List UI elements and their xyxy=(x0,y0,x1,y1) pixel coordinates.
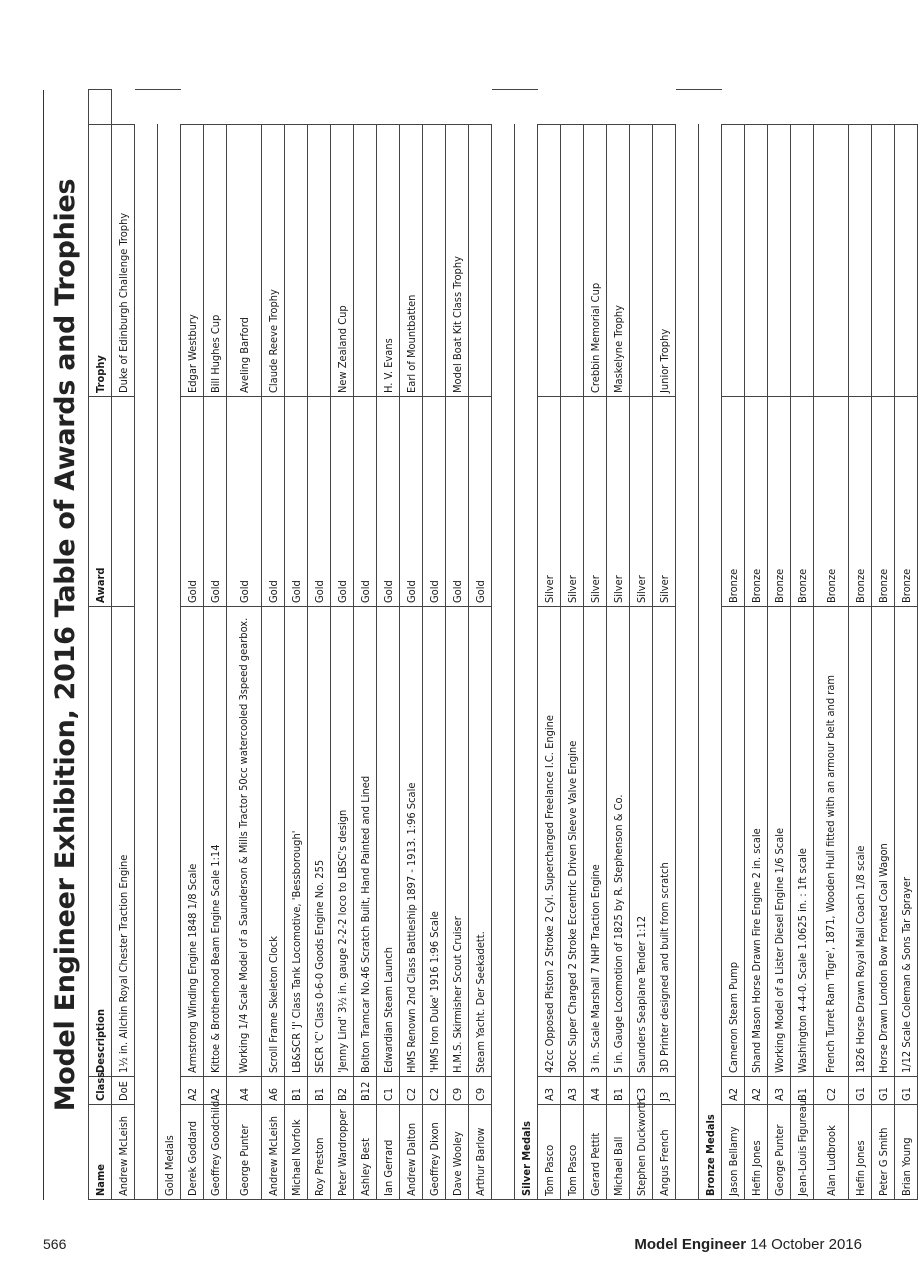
empty-cell xyxy=(607,89,630,124)
class-cell: C1 xyxy=(377,1077,400,1105)
table-row xyxy=(181,89,204,1199)
name-cell: Derek Goddard xyxy=(181,1105,204,1200)
section-row-gold xyxy=(158,89,181,1199)
description-cell: French Turret Ram 'Tigre', 1871, Wooden Hull fitted with an armour belt and ram xyxy=(814,606,849,1076)
trophy-cell: Model Boat Kit Class Trophy xyxy=(446,124,469,396)
description-cell: Armstrong Winding Engine 1848 1/8 Scale xyxy=(181,606,204,1076)
trophy-cell xyxy=(561,124,584,396)
name-cell: Angus French xyxy=(653,1105,676,1200)
class-cell: A2 xyxy=(722,1077,745,1105)
magazine-name: Model Engineer xyxy=(634,1236,747,1253)
trophy-cell xyxy=(285,124,308,396)
empty-cell xyxy=(515,396,538,606)
table-row xyxy=(308,89,331,1199)
table-row xyxy=(423,89,446,1199)
table-row xyxy=(469,89,492,1199)
award-cell xyxy=(112,396,135,606)
empty-cell xyxy=(699,396,722,606)
trophy-cell xyxy=(745,124,768,396)
class-cell: C2 xyxy=(423,1077,446,1105)
description-cell: 'HMS Iron Duke' 1916 1:96 Scale xyxy=(423,606,446,1076)
description-cell: HMS Renown 2nd Class Battleship 1897 - 1913. 1:96 Scale xyxy=(400,606,423,1076)
description-cell: Scroll Frame Skeleton Clock xyxy=(262,606,285,1076)
description-cell: 5 in. Gauge Locomotion of 1825 by R. Stephenson & Co. xyxy=(607,606,630,1076)
empty-cell xyxy=(791,89,814,124)
award-cell: Bronze xyxy=(745,396,768,606)
empty-cell xyxy=(89,89,112,124)
description-cell: Edwardian Steam Launch xyxy=(377,606,400,1076)
empty-cell xyxy=(135,1105,158,1200)
empty-cell xyxy=(745,89,768,124)
name-cell: Hefin Jones xyxy=(745,1105,768,1200)
header-description: Description xyxy=(89,606,112,1076)
description-cell: 3 in. Scale Marshall 7 NHP Traction Engine xyxy=(584,606,607,1076)
header-name: Name xyxy=(89,1105,112,1200)
awards-table xyxy=(88,89,918,1200)
award-cell: Silver xyxy=(653,396,676,606)
empty-cell xyxy=(377,89,400,124)
class-cell: G1 xyxy=(895,1077,918,1105)
award-cell: Bronze xyxy=(791,396,814,606)
table-row xyxy=(285,89,308,1199)
class-cell: DoE xyxy=(112,1077,135,1105)
award-cell: Gold xyxy=(377,396,400,606)
empty-cell xyxy=(584,89,607,124)
trophy-cell: New Zealand Cup xyxy=(331,124,354,396)
empty-cell xyxy=(135,124,158,396)
award-cell: Gold xyxy=(285,396,308,606)
spacer-row xyxy=(492,89,515,1199)
award-cell: Silver xyxy=(607,396,630,606)
table-row xyxy=(653,89,676,1199)
class-cell: C3 xyxy=(630,1077,653,1105)
award-cell: Gold xyxy=(204,396,227,606)
table-row xyxy=(872,89,895,1199)
empty-cell xyxy=(699,1077,722,1105)
award-cell: Bronze xyxy=(814,396,849,606)
trophy-cell: Duke of Edinburgh Challenge Trophy xyxy=(112,124,135,396)
class-cell: A3 xyxy=(538,1077,561,1105)
description-cell: Bolton Tramcar No.46 Scratch Built, Hand Painted and Lined xyxy=(354,606,377,1076)
description-cell: 1/12 Scale Coleman & Sons Tar Sprayer xyxy=(895,606,918,1076)
empty-cell xyxy=(423,89,446,124)
class-cell: A3 xyxy=(561,1077,584,1105)
page-title: Model Engineer Exhibition, 2016 Table of Awards and Trophies xyxy=(50,178,81,1112)
table-row xyxy=(204,89,227,1199)
table-row xyxy=(607,89,630,1199)
name-cell: Jean-Louis Figureau xyxy=(791,1105,814,1200)
description-cell: Saunders Seaplane Tender 1:12 xyxy=(630,606,653,1076)
name-cell: Dave Wooley xyxy=(446,1105,469,1200)
award-cell: Bronze xyxy=(872,396,895,606)
section-row-silver xyxy=(515,89,538,1199)
table-row xyxy=(331,89,354,1199)
trophy-cell: Aveling Barford xyxy=(227,124,262,396)
trophy-cell xyxy=(791,124,814,396)
description-cell: Washington 4-4-0. Scale 1.0625 in. : 1ft scale xyxy=(791,606,814,1076)
spacer-row xyxy=(135,89,158,1199)
empty-cell xyxy=(158,1077,181,1105)
empty-cell xyxy=(699,124,722,396)
empty-cell xyxy=(446,89,469,124)
description-cell: 1½ in. Allchin Royal Chester Traction Engine xyxy=(112,606,135,1076)
name-cell: Alan Ludbrook xyxy=(814,1105,849,1200)
table-row xyxy=(354,89,377,1199)
award-cell: Silver xyxy=(584,396,607,606)
class-cell: C2 xyxy=(400,1077,423,1105)
award-cell: Gold xyxy=(262,396,285,606)
award-cell: Gold xyxy=(331,396,354,606)
name-cell: George Punter xyxy=(227,1105,262,1200)
empty-cell xyxy=(135,89,158,124)
description-cell: 'Jenny Lind' 3½ in. gauge 2-2-2 loco to LBSC's design xyxy=(331,606,354,1076)
class-cell: A2 xyxy=(181,1077,204,1105)
empty-cell xyxy=(354,89,377,124)
empty-cell xyxy=(492,396,515,606)
empty-cell xyxy=(135,396,158,606)
empty-cell xyxy=(676,606,699,1076)
header-row xyxy=(89,89,112,1199)
trophy-cell xyxy=(849,124,872,396)
empty-cell xyxy=(676,89,699,124)
empty-cell xyxy=(676,124,699,396)
spacer-row xyxy=(676,89,699,1199)
empty-cell xyxy=(515,89,538,124)
empty-cell xyxy=(158,396,181,606)
name-cell: Jason Bellamy xyxy=(722,1105,745,1200)
page-number: 566 xyxy=(43,1236,67,1252)
empty-cell xyxy=(561,89,584,124)
name-cell: Arthur Barlow xyxy=(469,1105,492,1200)
description-cell: LB&SCR 'J' Class Tank Locomotive, 'Bessborough' xyxy=(285,606,308,1076)
name-cell: Geoffrey Dixon xyxy=(423,1105,446,1200)
name-cell: Michael Norfolk xyxy=(285,1105,308,1200)
class-cell: A3 xyxy=(768,1077,791,1105)
table-row xyxy=(722,89,745,1199)
empty-cell xyxy=(181,89,204,124)
header-class: Class xyxy=(89,1077,112,1105)
footer-citation xyxy=(634,1236,862,1253)
class-cell: B1 xyxy=(285,1077,308,1105)
table-row xyxy=(227,89,262,1199)
empty-cell xyxy=(469,89,492,124)
name-cell: Peter G Smith xyxy=(872,1105,895,1200)
title-bar xyxy=(43,90,89,1200)
empty-cell xyxy=(768,89,791,124)
class-cell: J3 xyxy=(653,1077,676,1105)
empty-cell xyxy=(492,124,515,396)
trophy-cell xyxy=(423,124,446,396)
class-cell: B1 xyxy=(308,1077,331,1105)
table-row xyxy=(584,89,607,1199)
trophy-cell xyxy=(722,124,745,396)
description-cell: SECR 'C' Class 0-6-0 Goods Engine No. 255 xyxy=(308,606,331,1076)
rotated-page-content xyxy=(43,90,913,1200)
description-cell: 3D Printer designed and built from scratch xyxy=(653,606,676,1076)
trophy-cell: Bill Hughes Cup xyxy=(204,124,227,396)
trophy-cell xyxy=(469,124,492,396)
empty-cell xyxy=(676,1105,699,1200)
class-cell: A2 xyxy=(745,1077,768,1105)
section-label-silver: Silver Medals xyxy=(515,1105,538,1200)
trophy-cell: Maskelyne Trophy xyxy=(607,124,630,396)
award-cell: Bronze xyxy=(895,396,918,606)
class-cell: B12 xyxy=(354,1077,377,1105)
table-row xyxy=(262,89,285,1199)
empty-cell xyxy=(676,1077,699,1105)
trophy-cell: Edgar Westbury xyxy=(181,124,204,396)
name-cell: Roy Preston xyxy=(308,1105,331,1200)
name-cell: Stephen Duckworth xyxy=(630,1105,653,1200)
name-cell: Ashley Best xyxy=(354,1105,377,1200)
empty-cell xyxy=(814,89,849,124)
empty-cell xyxy=(227,89,262,124)
empty-cell xyxy=(849,89,872,124)
description-cell: Working Model of a Lister Diesel Engine 1/6 Scale xyxy=(768,606,791,1076)
award-cell: Gold xyxy=(308,396,331,606)
trophy-cell xyxy=(630,124,653,396)
description-cell: 42cc Opposed Piston 2 Stroke 2 Cyl. Supercharged Freelance I.C. Engine xyxy=(538,606,561,1076)
name-cell: George Punter xyxy=(768,1105,791,1200)
name-cell: Michael Ball xyxy=(607,1105,630,1200)
empty-cell xyxy=(135,1077,158,1105)
class-cell: B1 xyxy=(607,1077,630,1105)
empty-cell xyxy=(158,606,181,1076)
empty-cell xyxy=(872,89,895,124)
class-cell: G1 xyxy=(872,1077,895,1105)
name-cell: Hefin Jones xyxy=(849,1105,872,1200)
award-cell: Gold xyxy=(446,396,469,606)
trophy-cell xyxy=(872,124,895,396)
empty-cell xyxy=(653,89,676,124)
description-cell: Cameron Steam Pump xyxy=(722,606,745,1076)
table-row xyxy=(849,89,872,1199)
award-cell: Gold xyxy=(423,396,446,606)
section-label-bronze: Bronze Medals xyxy=(699,1105,722,1200)
empty-cell xyxy=(135,606,158,1076)
trophy-cell xyxy=(895,124,918,396)
name-cell: Andrew Dalton xyxy=(400,1105,423,1200)
trophy-cell xyxy=(814,124,849,396)
name-cell: Tom Pasco xyxy=(538,1105,561,1200)
name-cell: Peter Wardropper xyxy=(331,1105,354,1200)
description-cell: Horse Drawn London Bow Fronted Coal Wagon xyxy=(872,606,895,1076)
table-row xyxy=(538,89,561,1199)
empty-cell xyxy=(538,89,561,124)
class-cell: A2 xyxy=(204,1077,227,1105)
empty-cell xyxy=(492,1105,515,1200)
trophy-cell: Junior Trophy xyxy=(653,124,676,396)
table-row xyxy=(895,89,918,1199)
table-row xyxy=(561,89,584,1199)
empty-cell xyxy=(158,124,181,396)
header-award: Award xyxy=(89,396,112,606)
trophy-cell: Earl of Mountbatten xyxy=(400,124,423,396)
award-cell: Gold xyxy=(354,396,377,606)
description-cell: H.M.S. Skirmisher Scout Cruiser xyxy=(446,606,469,1076)
trophy-cell xyxy=(538,124,561,396)
empty-cell xyxy=(895,89,918,124)
table-row xyxy=(745,89,768,1199)
description-cell: Working 1/4 Scale Model of a Saunderson & Mills Tractor 50cc watercooled 3speed gearbox. xyxy=(227,606,262,1076)
table-row xyxy=(446,89,469,1199)
empty-cell xyxy=(630,89,653,124)
empty-cell xyxy=(112,89,135,124)
class-cell: G1 xyxy=(849,1077,872,1105)
trophy-cell: H. V. Evans xyxy=(377,124,400,396)
class-cell: C9 xyxy=(446,1077,469,1105)
name-cell: Tom Pasco xyxy=(561,1105,584,1200)
empty-cell xyxy=(515,124,538,396)
table-row xyxy=(768,89,791,1199)
award-cell: Gold xyxy=(227,396,262,606)
trophy-cell xyxy=(768,124,791,396)
trophy-cell: Crebbin Memorial Cup xyxy=(584,124,607,396)
award-cell: Bronze xyxy=(849,396,872,606)
award-cell: Gold xyxy=(400,396,423,606)
name-cell: Andrew McLeish xyxy=(112,1105,135,1200)
award-cell: Gold xyxy=(181,396,204,606)
empty-cell xyxy=(331,89,354,124)
class-cell: B2 xyxy=(331,1077,354,1105)
empty-cell xyxy=(492,89,515,124)
award-cell: Silver xyxy=(630,396,653,606)
table-row xyxy=(630,89,653,1199)
table-row xyxy=(400,89,423,1199)
award-cell: Silver xyxy=(561,396,584,606)
empty-cell xyxy=(262,89,285,124)
class-cell: A4 xyxy=(584,1077,607,1105)
class-cell: C2 xyxy=(814,1077,849,1105)
award-cell: Bronze xyxy=(768,396,791,606)
empty-cell xyxy=(676,396,699,606)
name-cell: Gerard Pettit xyxy=(584,1105,607,1200)
empty-cell xyxy=(308,89,331,124)
description-cell: Steam Yacht. Der Seekadett. xyxy=(469,606,492,1076)
empty-cell xyxy=(699,606,722,1076)
class-cell: B1 xyxy=(791,1077,814,1105)
empty-cell xyxy=(158,89,181,124)
trophy-cell: Claude Reeve Trophy xyxy=(262,124,285,396)
empty-cell xyxy=(285,89,308,124)
awards-table-body xyxy=(112,89,918,1199)
description-cell: 1826 Horse Drawn Royal Mail Coach 1/8 scale xyxy=(849,606,872,1076)
description-cell: 30cc Super Charged 2 Stroke Eccentric Driven Sleeve Valve Engine xyxy=(561,606,584,1076)
class-cell: C9 xyxy=(469,1077,492,1105)
empty-cell xyxy=(492,606,515,1076)
description-cell: Shand Mason Horse Drawn Fire Engine 2 in. scale xyxy=(745,606,768,1076)
empty-cell xyxy=(204,89,227,124)
empty-cell xyxy=(515,606,538,1076)
name-cell: Geoffrey Goodchild xyxy=(204,1105,227,1200)
trophy-cell xyxy=(308,124,331,396)
name-cell: Ian Gerrard xyxy=(377,1105,400,1200)
empty-cell xyxy=(515,1077,538,1105)
empty-cell xyxy=(699,89,722,124)
empty-cell xyxy=(722,89,745,124)
issue-date: 14 October 2016 xyxy=(750,1236,862,1253)
name-cell: Brian Young xyxy=(895,1105,918,1200)
table-row xyxy=(814,89,849,1199)
class-cell: A6 xyxy=(262,1077,285,1105)
table-row xyxy=(377,89,400,1199)
section-label-gold: Gold Medals xyxy=(158,1105,181,1200)
description-cell: Kittoe & Brotherhood Beam Engine Scale 1:14 xyxy=(204,606,227,1076)
empty-cell xyxy=(400,89,423,124)
award-cell: Gold xyxy=(469,396,492,606)
trophy-cell xyxy=(354,124,377,396)
empty-cell xyxy=(492,1077,515,1105)
award-cell: Bronze xyxy=(722,396,745,606)
header-trophy: Trophy xyxy=(89,124,112,396)
section-row-bronze xyxy=(699,89,722,1199)
award-cell: Silver xyxy=(538,396,561,606)
class-cell: A4 xyxy=(227,1077,262,1105)
table-row xyxy=(791,89,814,1199)
table-row xyxy=(112,89,135,1199)
name-cell: Andrew McLeish xyxy=(262,1105,285,1200)
